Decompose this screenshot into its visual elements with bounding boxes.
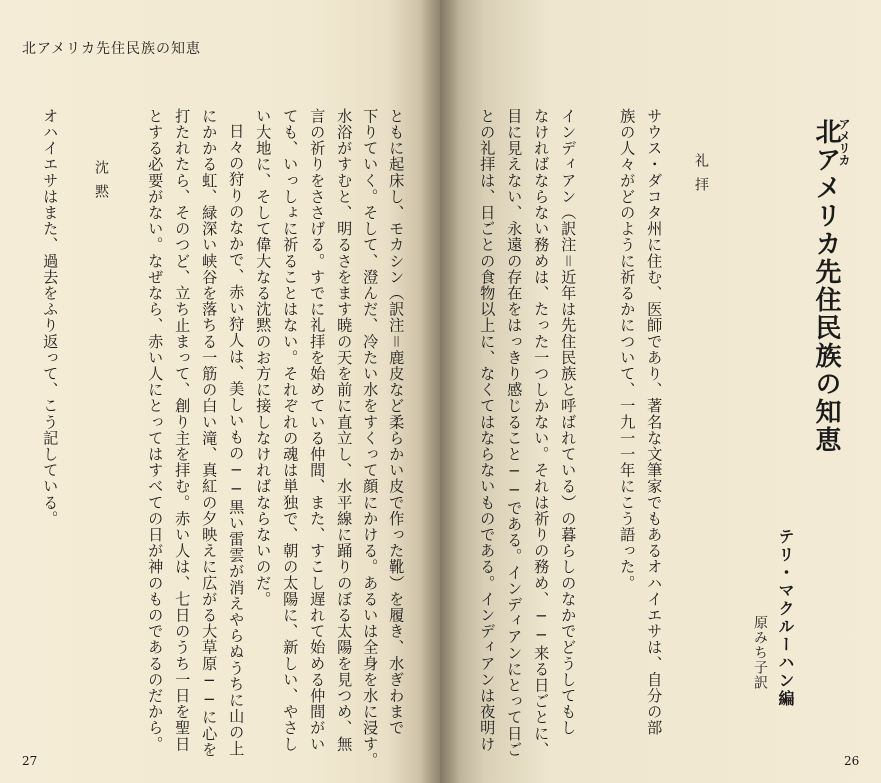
page-number: 26 bbox=[844, 754, 860, 768]
text-column: 族の人々がどのように祈るかについて、一九一一年にこう語った。 bbox=[618, 108, 637, 591]
editor-credit: テリ・マクルーハン編 bbox=[776, 528, 795, 708]
text-column: 打たれたら、そのつど、立ち止まって、創り主を拝む。赤い人は、七日のうち一日を聖日 bbox=[173, 108, 192, 752]
text-column: オハイエサはまた、過去をふり返って、こう記している。 bbox=[41, 108, 60, 527]
page-number: 27 bbox=[22, 754, 38, 768]
book-gutter bbox=[420, 0, 460, 783]
running-header: 北アメリカ先住民族の知恵 bbox=[22, 41, 202, 57]
text-column: 言の祈りをささげる。すでに礼拝を始めている仲間、また、すこし遅れて始める仲間がい bbox=[308, 108, 327, 752]
text-column: い大地に、そして偉大なる沈黙のお方に接しなければならないのだ。 bbox=[254, 108, 273, 608]
right-page bbox=[440, 0, 881, 783]
translator-credit: 原みち子訳 bbox=[752, 615, 768, 690]
text-column: 水浴がすむと、明るさをます暁の天を前に直立し、水平線に踊りのぼる太陽を見つめ、無 bbox=[335, 108, 354, 752]
text-column: サウス・ダコタ州に住む、医師であり、著名な文筆家でもあるオハイエサは、自分の部 bbox=[645, 108, 664, 736]
title-ruby: アメリカ bbox=[837, 118, 851, 166]
chapter-title: 北アメリカ先住民族の知恵 bbox=[811, 118, 841, 454]
text-column: との礼拝は、日ごとの食物以上に、なくてはならないものである。インディアンは夜明け bbox=[478, 108, 497, 752]
text-column: 目に見えない、永遠の存在をはっきり感じること──である。インディアンにとって日ご bbox=[505, 108, 524, 758]
section-heading: 礼拝 bbox=[693, 153, 709, 201]
text-column: なければならない務めは、たった一つしかない。それは祈りの務め、──来る日ごとに、 bbox=[532, 108, 551, 758]
text-column: ても、いっしょに祈ることはない。それぞれの魂は単独で、朝の太陽に、新しい、やさし bbox=[281, 108, 300, 752]
text-column: にかかる虹、緑深い峡谷を落ちる一筋の白い滝、真紅の夕映えに広がる大草原──に心を bbox=[200, 108, 219, 758]
left-page bbox=[0, 0, 440, 783]
text-column: インディアン（訳注＝近年は先住民族と呼ばれている）の暮らしのなかでどうしてもし bbox=[559, 108, 578, 736]
text-column: ともに起床し、モカシン（訳注＝鹿皮など柔らかい皮で作った靴）を履き、水ぎわまで bbox=[387, 108, 406, 736]
section-heading: 沈黙 bbox=[93, 160, 109, 208]
text-column: 日々の狩りのなかで、赤い狩人は、美しいもの──黒い雷雲が消えやらぬうちに山の上 bbox=[227, 123, 246, 757]
text-column: 下りていく。そして、澄んだ、冷たい水をすくって顔にかける。あるいは全身を水に浸す。 bbox=[361, 108, 380, 769]
text-column: とする必要がない。なぜなら、赤い人にとってはすべての日が神のものであるのだから。 bbox=[146, 108, 165, 752]
